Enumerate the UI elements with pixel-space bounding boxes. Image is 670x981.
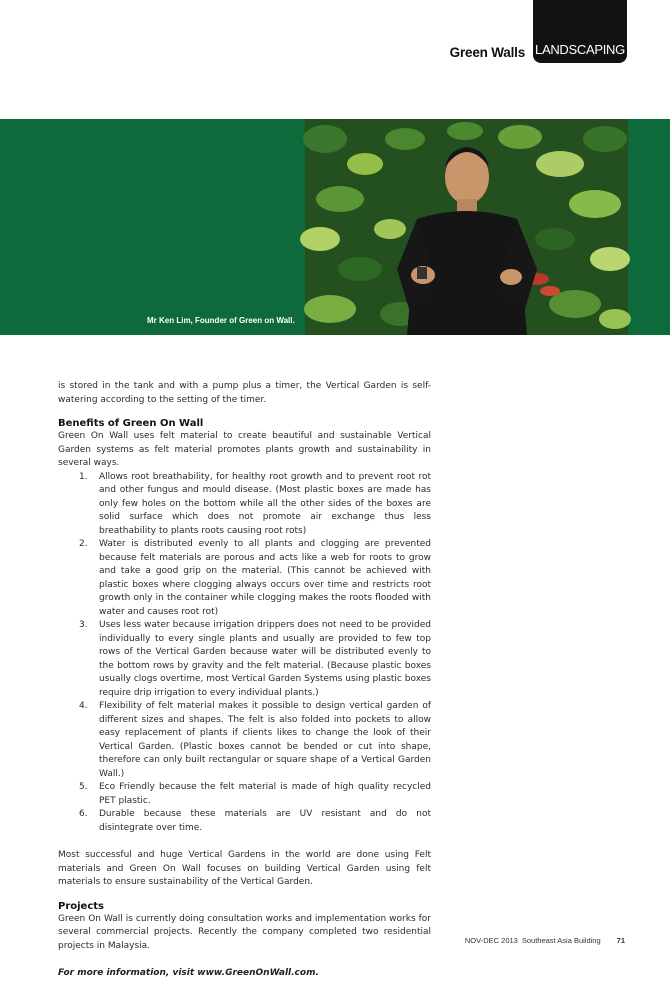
benefit-number: 3. xyxy=(79,620,88,630)
magazine-name: Southeast Asia Building xyxy=(521,936,601,945)
section-tab-label: LANDSCAPING xyxy=(535,42,625,57)
benefit-text: Eco Friendly because the felt material is made of high quality recycled PET plastic. xyxy=(99,782,431,806)
benefit-item xyxy=(58,619,431,700)
more-info-link: For more information, visit www.GreenOnWall.com. xyxy=(58,968,319,978)
benefits-lead: Green On Wall uses felt material to create beautiful and sustainable Vertical Garden systems as felt material promotes plants growth and sustainability in several ways. xyxy=(58,431,431,468)
benefit-item xyxy=(58,538,431,619)
page-footer xyxy=(465,936,625,945)
benefit-item xyxy=(58,471,431,539)
benefit-item xyxy=(58,781,431,808)
benefit-number: 4. xyxy=(79,701,88,711)
benefits-heading: Benefits of Green On Wall xyxy=(58,418,204,429)
benefits-list xyxy=(58,471,431,836)
benefit-number: 5. xyxy=(79,782,88,792)
benefit-text: Allows root breathability, for healthy root growth and to prevent root rot and other fungus and mould disease. (Most plastic boxes are made has only few holes on the bottom while all the other sides of the boxes are solid surface which does not promote air exchange thus less breathability to plants roots causing root rots) xyxy=(99,471,431,536)
benefit-text: Durable because these materials are UV resistant and do not disintegrate over time. xyxy=(99,809,431,833)
section-title: Green Walls xyxy=(449,45,525,60)
founder-photo xyxy=(305,119,628,335)
benefit-number: 2. xyxy=(79,539,88,549)
benefit-item xyxy=(58,808,431,835)
benefit-number: 6. xyxy=(79,809,88,819)
benefit-number: 1. xyxy=(79,471,88,482)
benefit-text: Uses less water because irrigation drippers does not need to be provided individually to every single plants and usually are provided to few top rows of the Vertical Garden because water will be distributed evenly to the bottom rows by gravity and the felt material. (Because plastic boxes usually clogs overtime, most Vertical Garden Systems using plastic boxes require drip irrigation to every individual plants.) xyxy=(99,620,431,698)
projects-paragraph: Green On Wall is currently doing consultation works and implementation works for several commercial projects. Recently the company completed two residential projects in Malaysia. xyxy=(58,913,431,951)
closing-paragraph: Most successful and huge Vertical Gardens in the world are done using Felt materials and Green On Wall focuses on building Vertical Garden using felt materials to ensure sustainability of the Vertical Garden. xyxy=(58,850,431,887)
benefit-text: Water is distributed evenly to all plants and clogging are prevented because felt materials are porous and acts like a web for roots to grow and take a good grip on the material. (This cannot be achieved with plastic boxes where clogging always occurs over time and restricts root growth only in the container while clogging makes the roots flooded with water and causes root rot) xyxy=(99,539,431,617)
issue-date: NOV-DEC 2013 xyxy=(464,936,518,945)
article-body xyxy=(58,380,431,981)
benefit-text: Flexibility of felt material makes it possible to design vertical garden of different sizes and shapes. The felt is also folded into pockets to allow easy replacement of plants if clients likes to change the look of their Vertical Garden. (Plastic boxes cannot be bended or cut into shape, therefore can only built rectangular or square shape of a Vertical Garden Wall.) xyxy=(99,701,431,779)
projects-heading: Projects xyxy=(58,900,105,912)
photo-caption: Mr Ken Lim, Founder of Green on Wall. xyxy=(147,316,295,325)
intro-paragraph: is stored in the tank and with a pump plus a timer, the Vertical Garden is self-watering according to the setting of the timer. xyxy=(58,381,431,405)
page-number: 71 xyxy=(616,936,625,945)
section-tab xyxy=(533,0,627,63)
benefit-item xyxy=(58,700,431,781)
founder-photo-illustration xyxy=(305,119,628,335)
